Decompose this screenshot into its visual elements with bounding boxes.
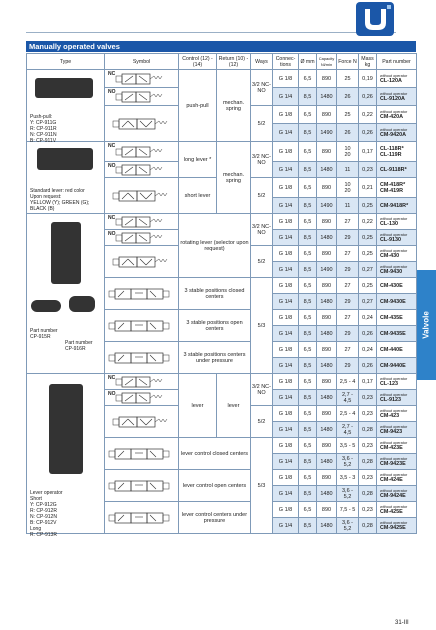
force-value: 2,7 - 4,5: [341, 423, 353, 436]
header-return: Return (10) - (12): [217, 54, 251, 70]
header-symbol: Symbol: [105, 54, 179, 70]
header-mass: Mass kg: [359, 54, 377, 70]
diameter-value: 8,5: [303, 490, 312, 497]
section-title: Manually operated valves: [26, 41, 416, 52]
capacity-value: 1480: [320, 234, 333, 241]
without-operator-label: without operator: [380, 264, 408, 269]
capacity-value: 1480: [320, 298, 333, 305]
part-number-value: CM-440E: [380, 346, 403, 353]
mass-value: 0,22: [362, 218, 373, 225]
without-operator-label: without operator: [380, 109, 408, 114]
connection-value: G 1/8: [278, 506, 293, 513]
diameter-value: 6,5: [303, 250, 312, 257]
mass-value: 0,25: [362, 282, 373, 289]
mass-value: 0,17: [362, 378, 373, 385]
without-operator-label: without operator: [380, 408, 408, 413]
part-line: CM-419R: [380, 187, 404, 194]
without-operator-label: without operator: [380, 91, 408, 96]
connection-value: G 1/4: [278, 166, 293, 173]
connection-value: G 1/4: [278, 362, 293, 369]
force-value: 3,5 - 3: [339, 474, 356, 481]
connection-value: G 1/4: [278, 234, 293, 241]
capacity-value: 890: [321, 410, 332, 417]
return-label: lever: [227, 402, 240, 409]
valve-3-2-symbol-icon: [112, 392, 172, 404]
header-rule: [26, 32, 396, 33]
connection-value: G 1/4: [278, 330, 293, 337]
connection-value: G 1/8: [278, 111, 293, 118]
type-description: Part number CP-916R: [65, 340, 93, 352]
part-number-value: CL-9123: [380, 396, 401, 403]
force-value: 29: [344, 234, 351, 241]
part-number-value: CM-9420A: [380, 131, 407, 138]
return-label: mechan. spring: [222, 171, 245, 184]
page-header: [0, 0, 436, 40]
capacity-value: 890: [321, 378, 332, 385]
part-number-value: CM-9440E: [380, 362, 406, 369]
type-description: Push-pull: Y: CP-911G R: CP-911R N: CP-911N B: CP-911V: [30, 114, 57, 144]
force-value: 29: [344, 298, 351, 305]
brand-logo: [356, 2, 394, 36]
part-number-value: CM-423: [380, 412, 400, 419]
type-cell: [27, 214, 105, 374]
part-number-value: CM-435E: [380, 314, 403, 321]
force-value: 27: [344, 346, 351, 353]
capacity-value: 890: [321, 282, 332, 289]
valve-3-2-symbol-icon: [112, 376, 172, 388]
connection-value: G 1/4: [278, 298, 293, 305]
mass-value: 0,25: [362, 250, 373, 257]
type-description: Part number CP-915R: [30, 328, 58, 340]
no-label: NO: [108, 231, 116, 237]
capacity-value: 1480: [320, 362, 333, 369]
diameter-value: 6,5: [303, 346, 312, 353]
valve-5-2-symbol-icon: [109, 189, 175, 203]
part-number-value: CM-9418R*: [380, 202, 409, 209]
part-line: CL-119R: [380, 151, 402, 158]
header-force: Force N: [337, 54, 359, 70]
without-operator-label: without operator: [380, 488, 408, 493]
part-number-value: CM-9430E: [380, 298, 406, 305]
connection-value: G 1/8: [278, 346, 293, 353]
connection-value: G 1/4: [278, 394, 293, 401]
without-operator-label: without operator: [380, 424, 408, 429]
header-type: Type: [27, 54, 105, 70]
nc-label: NC: [108, 71, 116, 77]
mass-value: 0,28: [362, 426, 373, 433]
mass-value: 0,27: [362, 298, 373, 305]
part-number-value: CM-9423: [380, 428, 403, 435]
connection-value: G 1/4: [278, 490, 293, 497]
ways-label: 5/3: [257, 482, 266, 489]
valve-5-2-symbol-icon: [109, 117, 175, 131]
ways-label: 5/2: [257, 192, 266, 199]
valve-3-2-symbol-icon: [112, 216, 172, 228]
part-number-value: CM-424E: [380, 476, 403, 483]
mass-value: 0,23: [362, 506, 373, 513]
ways-label: 5/3: [257, 322, 266, 329]
valve-5-2-symbol-icon: [109, 415, 175, 429]
diameter-value: 8,5: [303, 362, 312, 369]
capacity-value: 1480: [320, 166, 333, 173]
capacity-value: 890: [321, 314, 332, 321]
without-operator-label: without operator: [380, 472, 408, 477]
capacity-value: 1480: [320, 394, 333, 401]
force-line: 10: [344, 145, 351, 152]
force-value: 26: [344, 129, 351, 136]
force-value: 27: [344, 218, 351, 225]
connection-value: G 1/4: [278, 129, 293, 136]
header-control: Control (12) - (14): [179, 54, 217, 70]
connection-value: G 1/4: [278, 266, 293, 273]
part-number-value: CM-9424E: [380, 492, 406, 499]
diameter-value: 8,5: [303, 522, 312, 529]
valve-3-2-symbol-icon: [112, 146, 172, 158]
section-side-tab: [416, 270, 436, 380]
diameter-value: 6,5: [303, 410, 312, 417]
part-number-value: CM-423E: [380, 444, 403, 451]
control-label: lever control closed centers: [181, 450, 248, 457]
mass-value: 0,26: [362, 362, 373, 369]
capacity-value: 890: [321, 442, 332, 449]
force-value: 25: [344, 75, 351, 82]
capacity-value: 890: [321, 111, 332, 118]
diameter-value: 8,5: [303, 166, 312, 173]
force-value: 29: [344, 362, 351, 369]
diameter-value: 8,5: [303, 298, 312, 305]
ways-label: 3/2 NC-NO: [252, 383, 271, 396]
without-operator-label: without operator: [380, 127, 408, 132]
connection-value: G 1/8: [278, 218, 293, 225]
ways-label: 5/2: [257, 418, 266, 425]
mass-value: 0,28: [362, 490, 373, 497]
type-cell: [27, 374, 105, 538]
force-value: 25: [344, 111, 351, 118]
capacity-value: 890: [321, 184, 332, 191]
header-diameter: Ø mm: [299, 54, 317, 70]
side-tab-label: Valvole: [421, 311, 431, 339]
header-part-number: Part number: [377, 54, 417, 70]
force-value: 2,5 - 4: [339, 410, 356, 417]
capacity-value: 1480: [320, 330, 333, 337]
part-number-value: CM-9425E: [380, 524, 406, 531]
valve-5-2-symbol-icon: [109, 255, 175, 269]
control-label: lever control centers under pressure: [181, 511, 248, 524]
return-label: mechan. spring: [222, 99, 245, 112]
mass-value: 0,26: [362, 330, 373, 337]
valve-3-2-symbol-icon: [112, 73, 172, 85]
part-number-value: CL-9130: [380, 236, 401, 243]
no-label: NO: [108, 89, 116, 95]
diameter-value: 8,5: [303, 330, 312, 337]
without-operator-label: without operator: [380, 376, 408, 381]
type-description: Lever operator Short Y: CP-912G R: CP-912R N: CP-912N B: CP-912V Long R: CP-913R: [30, 490, 63, 538]
without-operator-label: without operator: [380, 248, 408, 253]
capacity-value: 890: [321, 506, 332, 513]
push-pull-valve-image: [35, 78, 93, 98]
capacity-value: 1480: [320, 426, 333, 433]
capacity-value: 890: [321, 474, 332, 481]
force-value: 3,6 - 5,2: [341, 455, 353, 468]
without-operator-label: without operator: [380, 456, 408, 461]
without-operator-label: without operator: [380, 232, 408, 237]
diameter-value: 8,5: [303, 202, 312, 209]
nc-label: NC: [108, 375, 116, 381]
capacity-value: 890: [321, 346, 332, 353]
control-label: push-pull: [186, 102, 209, 109]
control-label: short lever: [184, 192, 211, 199]
type-cell: [27, 70, 105, 142]
table-row: [27, 142, 417, 162]
part-number-value: CM-9435E: [380, 330, 406, 337]
part-number-value: CL-9120A: [380, 95, 405, 102]
control-label: lever control open centers: [182, 482, 247, 489]
part-number-value: CM-430: [380, 252, 400, 259]
capacity-value: 890: [321, 75, 332, 82]
force-value: 29: [344, 330, 351, 337]
rotating-valve-image: [51, 222, 81, 284]
diameter-value: 8,5: [303, 266, 312, 273]
force-value: 2,7 - 4,5: [341, 391, 353, 404]
capacity-value: 1480: [320, 490, 333, 497]
page-number: 31-III: [395, 620, 409, 626]
ways-label: 3/2 NC-NO: [252, 223, 271, 236]
lever-operator-image: [49, 384, 83, 474]
part-line: CL-118R*: [380, 145, 404, 152]
force-value: 3,6 - 5,2: [341, 487, 353, 500]
control-label: 3 stable positions centers under pressure: [183, 351, 246, 364]
control-label: long lever *: [183, 156, 212, 163]
force-value: 29: [344, 266, 351, 273]
mass-value: 0,24: [362, 346, 373, 353]
force-value: 27: [344, 282, 351, 289]
force-value: 11: [344, 202, 351, 209]
valve-3-2-symbol-icon: [112, 232, 172, 244]
mass-value: 0,25: [362, 202, 373, 209]
capacity-value: 890: [321, 250, 332, 257]
connection-value: G 1/4: [278, 426, 293, 433]
connection-value: G 1/4: [278, 522, 293, 529]
diameter-value: 8,5: [303, 426, 312, 433]
capacity-value: 1490: [320, 202, 333, 209]
connection-value: G 1/8: [278, 184, 293, 191]
connection-value: G 1/4: [278, 202, 293, 209]
mass-value: 0,23: [362, 166, 373, 173]
ways-label: 3/2 NC-NO: [252, 81, 271, 94]
without-operator-label: without operator: [380, 216, 408, 221]
part-number-value: CL-120A: [380, 77, 402, 84]
valve-3-2-symbol-icon: [112, 164, 172, 176]
force-value: 3,5 - 5: [339, 442, 356, 449]
valve-5-3-symbol-icon: [107, 287, 177, 301]
connection-value: G 1/8: [278, 378, 293, 385]
table-header-row: [27, 54, 417, 70]
control-label: 3 stable positions open centers: [186, 319, 243, 332]
force-value: 26: [344, 93, 351, 100]
diameter-value: 6,5: [303, 148, 312, 155]
part-number-value: CL-9118R*: [380, 166, 407, 173]
without-operator-label: without operator: [380, 504, 408, 509]
force-value: 3,6 - 5,2: [341, 519, 353, 532]
force-line: 20: [344, 187, 351, 194]
mass-value: 0,23: [362, 410, 373, 417]
diameter-value: 8,5: [303, 129, 312, 136]
valve-5-3-symbol-icon: [107, 447, 177, 461]
connection-value: G 1/8: [278, 314, 293, 321]
force-value: 11: [344, 166, 351, 173]
header-connections: Connec- tions: [273, 54, 299, 70]
diameter-value: 6,5: [303, 442, 312, 449]
capacity-value: 1480: [320, 93, 333, 100]
diameter-value: 6,5: [303, 75, 312, 82]
type-cell: [27, 142, 105, 214]
force-value: 27: [344, 314, 351, 321]
diameter-value: 6,5: [303, 506, 312, 513]
mass-value: 0,26: [362, 93, 373, 100]
control-label: lever: [191, 402, 204, 409]
without-operator-label: without operator: [380, 520, 408, 525]
without-operator-label: without operator: [380, 440, 408, 445]
mass-value: 0,25: [362, 234, 373, 241]
header-ways: Ways: [251, 54, 273, 70]
diameter-value: 6,5: [303, 111, 312, 118]
mass-value: 0,23: [362, 394, 373, 401]
force-value: 2,5 - 4: [339, 378, 356, 385]
force-line: 20: [344, 151, 351, 158]
table-row: [27, 374, 417, 390]
mass-value: 0,23: [362, 442, 373, 449]
mass-value: 0,24: [362, 314, 373, 321]
valve-5-3-symbol-icon: [107, 511, 177, 525]
mass-value: 0,27: [362, 266, 373, 273]
valves-table: [26, 53, 417, 538]
connection-value: G 1/8: [278, 442, 293, 449]
connection-value: G 1/8: [278, 474, 293, 481]
mass-value: 0,23: [362, 474, 373, 481]
control-label: rotating lever (selector upon request): [180, 239, 249, 252]
control-label: 3 stable positions closed centers: [184, 287, 245, 300]
no-label: NO: [108, 163, 116, 169]
nc-label: NC: [108, 215, 116, 221]
diameter-value: 8,5: [303, 93, 312, 100]
capacity-value: 890: [321, 218, 332, 225]
part-line: CM-418R*: [380, 181, 406, 188]
part-number-value: CL-130: [380, 220, 398, 227]
header-capacity: Capacity Nl/min: [317, 54, 337, 70]
valve-5-3-symbol-icon: [107, 319, 177, 333]
knob-image: [69, 296, 95, 312]
mass-value: 0,26: [362, 129, 373, 136]
table-row: [27, 70, 417, 88]
diameter-value: 6,5: [303, 218, 312, 225]
mass-value: 0,22: [362, 111, 373, 118]
valve-5-3-symbol-icon: [107, 351, 177, 365]
mass-value: 0,28: [362, 522, 373, 529]
connection-value: G 1/8: [278, 250, 293, 257]
mass-value: 0,28: [362, 458, 373, 465]
capacity-value: 1490: [320, 129, 333, 136]
part-number-value: CM-425E: [380, 508, 403, 515]
mass-value: 0,21: [362, 184, 373, 191]
force-value: 7,5 - 5: [339, 506, 356, 513]
mass-value: 0,19: [362, 75, 373, 82]
connection-value: G 1/8: [278, 282, 293, 289]
connection-value: G 1/8: [278, 75, 293, 82]
diameter-value: 8,5: [303, 394, 312, 401]
part-number-value: CM-430E: [380, 282, 403, 289]
lever-valve-image: [37, 148, 93, 170]
diameter-value: 8,5: [303, 234, 312, 241]
capacity-value: 1480: [320, 522, 333, 529]
ways-label: 3/2 NC-NO: [252, 153, 271, 166]
brand-logo-icon: [356, 2, 394, 36]
ways-label: 5/2: [257, 258, 266, 265]
diameter-value: 8,5: [303, 458, 312, 465]
table-row: [27, 214, 417, 230]
force-value: 27: [344, 250, 351, 257]
ways-label: 5/2: [257, 120, 266, 127]
diameter-value: 6,5: [303, 378, 312, 385]
capacity-value: 1490: [320, 266, 333, 273]
part-number-value: CM-420A: [380, 113, 404, 120]
connection-value: G 1/4: [278, 458, 293, 465]
part-number-value: CL-123: [380, 380, 398, 387]
diameter-value: 6,5: [303, 184, 312, 191]
connection-value: G 1/4: [278, 93, 293, 100]
type-description: Standard lever: red color Upon request: YELLOW (Y); GREEN (G); BLACK (B): [30, 188, 90, 212]
capacity-value: 890: [321, 148, 332, 155]
connection-value: G 1/8: [278, 148, 293, 155]
diameter-value: 6,5: [303, 314, 312, 321]
diameter-value: 6,5: [303, 474, 312, 481]
knob-image: [31, 300, 61, 312]
part-number-value: CM-9423E: [380, 460, 406, 467]
capacity-value: 1480: [320, 458, 333, 465]
without-operator-label: without operator: [380, 392, 408, 397]
force-line: 10: [344, 181, 351, 188]
connection-value: G 1/8: [278, 410, 293, 417]
valve-3-2-symbol-icon: [112, 91, 172, 103]
part-number-value: CM-9430: [380, 268, 403, 275]
valve-5-3-symbol-icon: [107, 479, 177, 493]
diameter-value: 6,5: [303, 282, 312, 289]
without-operator-label: without operator: [380, 73, 408, 78]
nc-label: NC: [108, 143, 116, 149]
no-label: NO: [108, 391, 116, 397]
mass-value: 0,17: [362, 148, 373, 155]
